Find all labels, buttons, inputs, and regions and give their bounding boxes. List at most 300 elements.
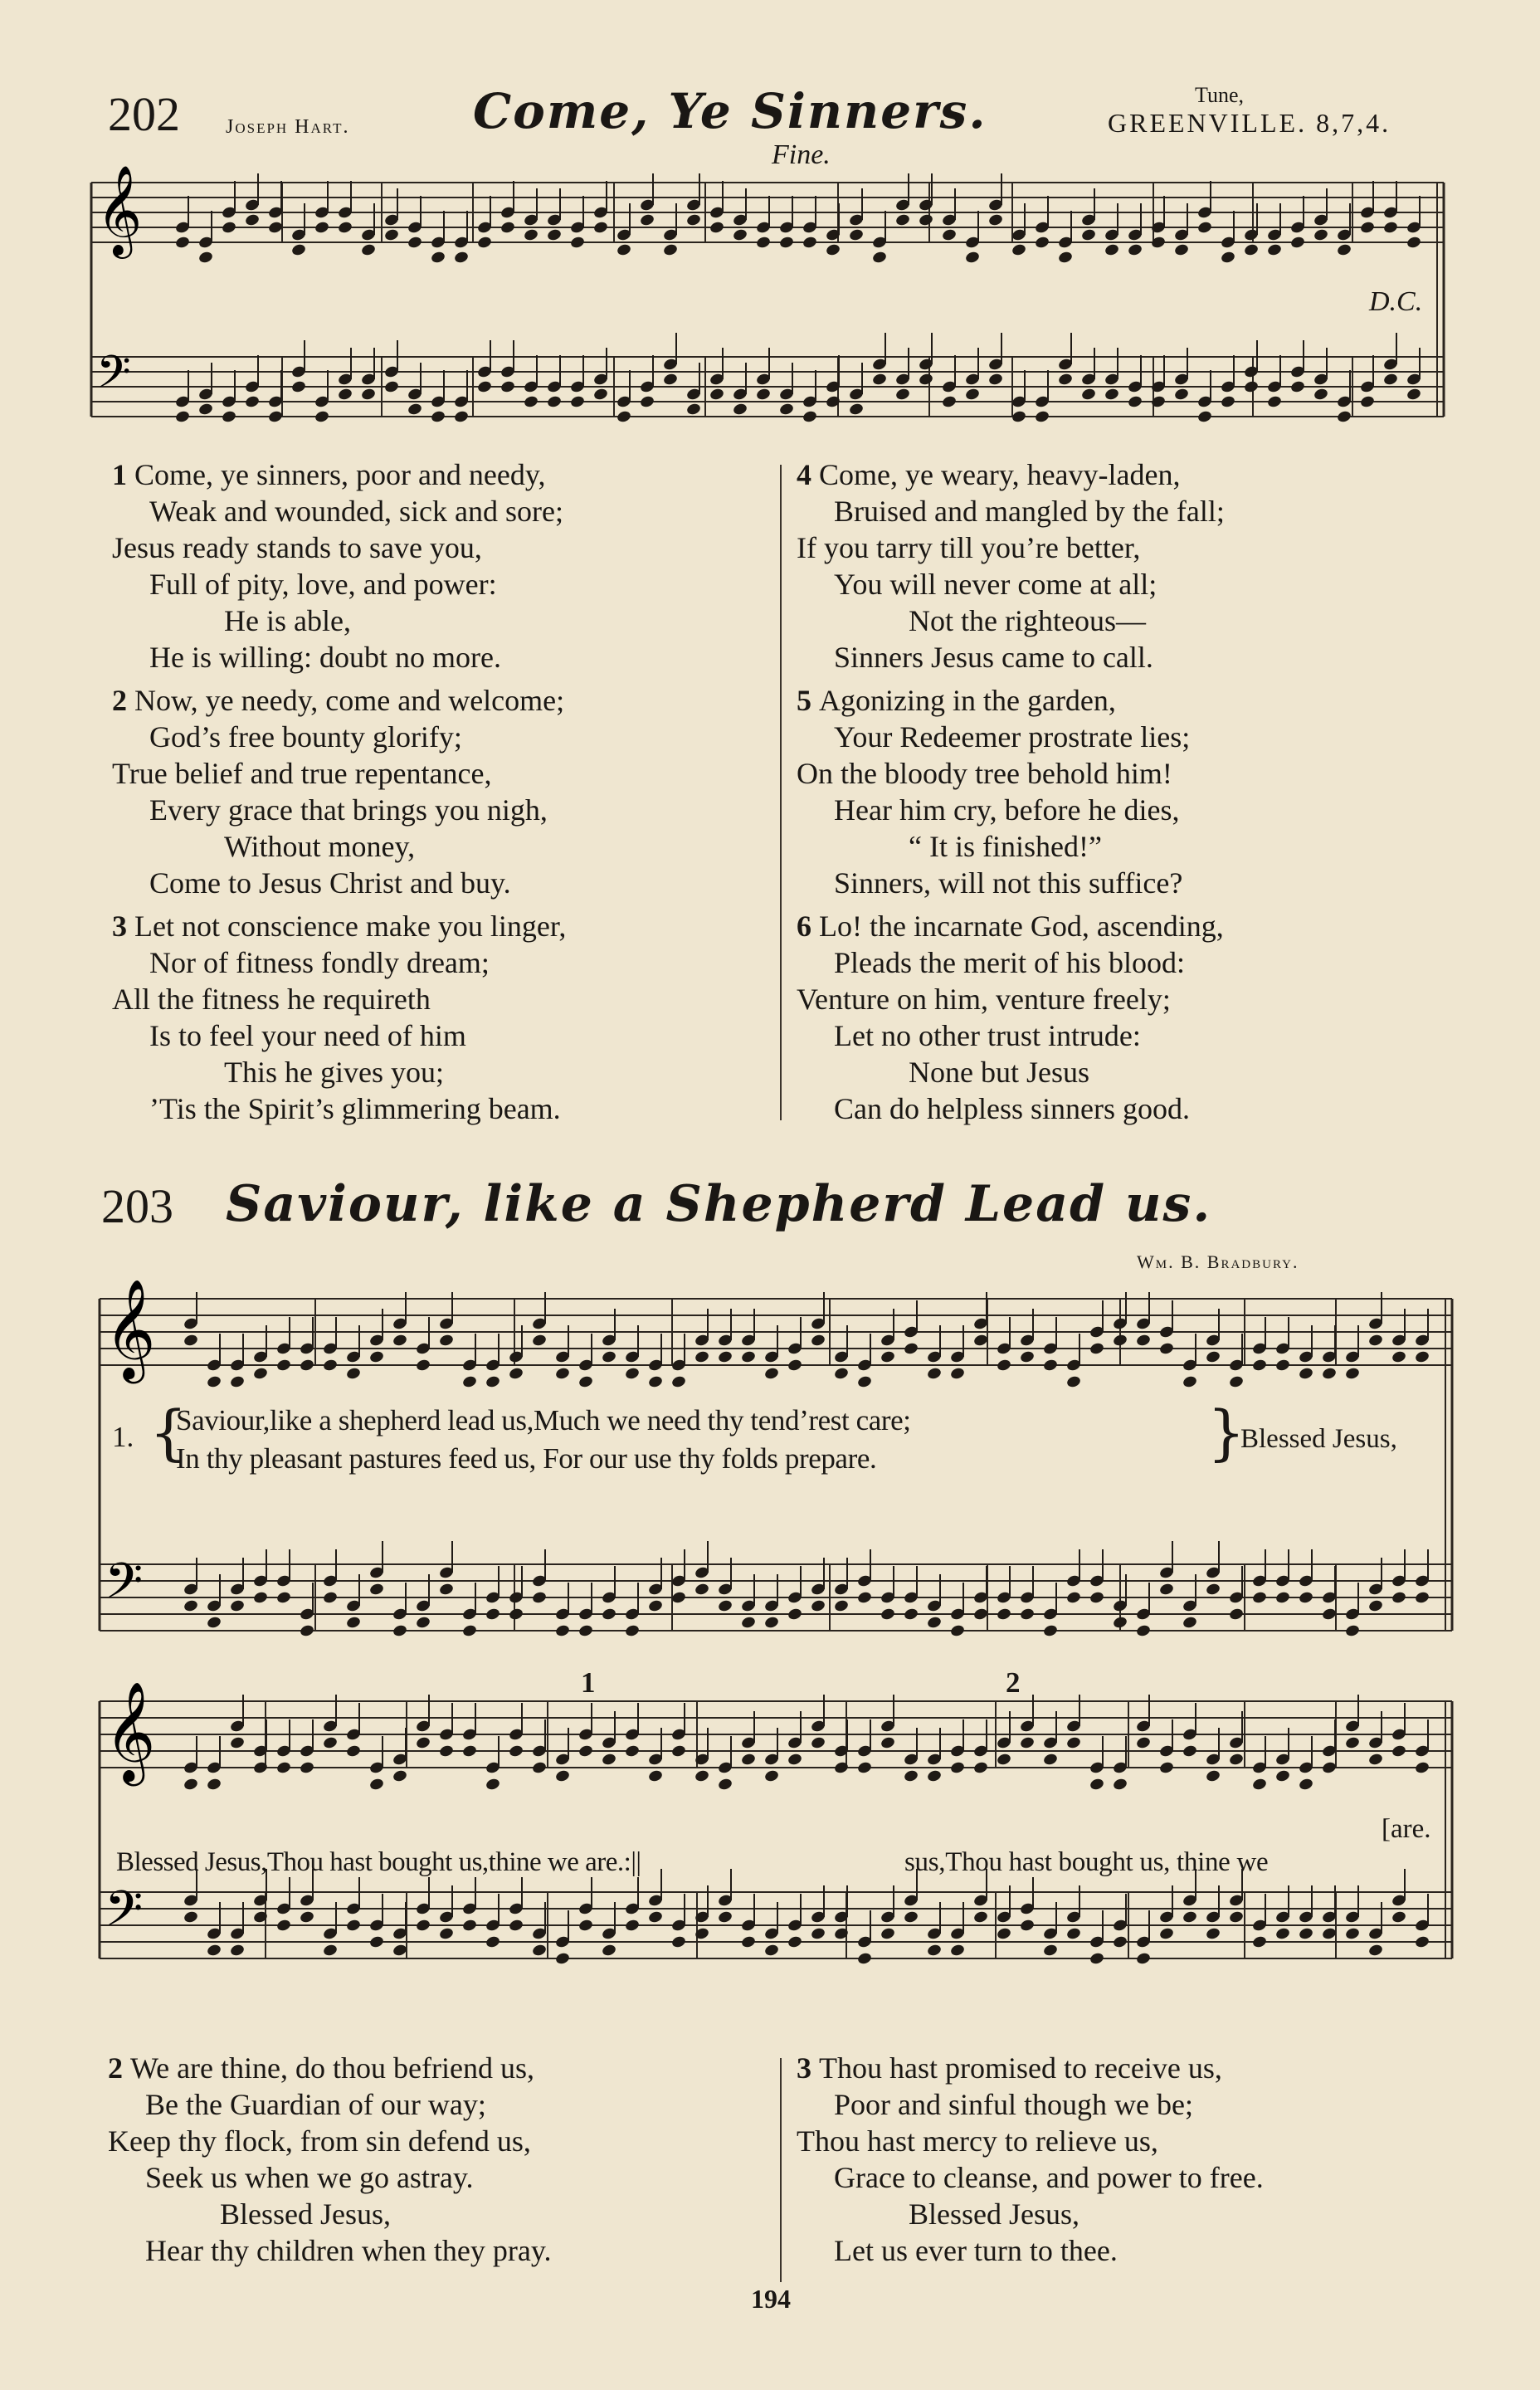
treble-note <box>1321 1761 1337 1775</box>
verse-text: Sinners, will not this suffice? <box>834 866 1183 900</box>
hymn-202-verses-left <box>112 456 768 1134</box>
verse-line <box>108 2232 772 2269</box>
treble-note <box>508 1367 524 1381</box>
bass-note <box>1382 373 1398 387</box>
bass-note <box>1104 388 1119 402</box>
bass-note <box>972 1607 988 1622</box>
verse-line <box>112 944 768 981</box>
verse-line <box>797 755 1460 792</box>
verse-line <box>112 1017 768 1054</box>
bass-note <box>578 1919 593 1933</box>
verse-line <box>112 682 768 719</box>
verse-text: He is willing: doubt no more. <box>149 641 501 674</box>
treble-note <box>322 1358 338 1373</box>
bass-note <box>1266 395 1282 409</box>
bass-note <box>810 1599 826 1613</box>
treble-note <box>740 1753 756 1767</box>
verse-line <box>112 755 768 792</box>
bass-note <box>647 1910 663 1924</box>
treble-note <box>392 1769 407 1783</box>
bass-note <box>1228 1910 1244 1924</box>
bass-note <box>1205 1583 1221 1597</box>
treble-note <box>546 228 562 242</box>
verse-number: 3 <box>797 2051 819 2085</box>
treble-note <box>1251 1358 1267 1373</box>
bass-note <box>1158 1927 1174 1941</box>
page-number: 194 <box>751 2284 791 2314</box>
bass-note <box>787 1935 802 1949</box>
hymn-203-verses-right <box>797 2050 1477 2269</box>
bass-note <box>1089 1591 1104 1605</box>
bass-note <box>546 395 562 409</box>
treble-note <box>601 1350 616 1364</box>
treble-note <box>290 243 306 257</box>
verse-text: Come, ye weary, heavy-laden, <box>819 458 1181 491</box>
treble-note <box>206 1375 222 1389</box>
treble-note <box>1391 1350 1406 1364</box>
bass-note <box>1298 1591 1313 1605</box>
verse-line <box>797 719 1460 755</box>
treble-note <box>1359 221 1375 235</box>
bass-note <box>1089 1952 1104 1966</box>
lyric-brace-right: } <box>1207 1397 1245 1467</box>
bass-note <box>685 402 701 417</box>
bass-note <box>848 402 864 417</box>
treble-note <box>1298 1367 1313 1381</box>
bass-note <box>322 1944 338 1958</box>
verse-column-divider-2 <box>780 2058 782 2282</box>
bass-note <box>508 1607 524 1622</box>
bass-note <box>407 402 422 417</box>
treble-note <box>787 1753 802 1767</box>
bass-note <box>229 1599 245 1613</box>
bass-note <box>1321 1927 1337 1941</box>
bass-note <box>1135 1952 1151 1966</box>
bass-note <box>1367 1599 1383 1613</box>
bass-note <box>1182 1910 1197 1924</box>
verse-line <box>797 639 1460 676</box>
treble-note <box>880 1736 895 1750</box>
treble-note <box>1158 1761 1174 1775</box>
verse-line <box>112 828 768 865</box>
fine-marker: Fine. <box>772 139 831 170</box>
bass-note <box>1042 1944 1058 1958</box>
bass-note <box>275 1591 291 1605</box>
hymn-202-tune: GREENVILLE. 8,7,4. <box>1108 108 1391 138</box>
bass-note <box>1243 380 1259 394</box>
bass-note <box>252 1591 268 1605</box>
bass-note <box>1205 1927 1221 1941</box>
treble-note <box>1135 1334 1151 1348</box>
verse-line <box>797 944 1460 981</box>
verse-line <box>797 828 1460 865</box>
bass-note <box>880 1927 895 1941</box>
bass-note <box>1019 1919 1035 1933</box>
treble-note <box>996 1753 1011 1767</box>
verse-line <box>797 908 1460 944</box>
verse-line <box>797 2123 1477 2159</box>
bass-note <box>299 1910 314 1924</box>
verse-stanza <box>112 908 768 1127</box>
treble-note <box>802 236 817 250</box>
treble-note <box>949 1761 965 1775</box>
hymn-number-202: 202 <box>108 87 180 141</box>
verse-line <box>112 981 768 1017</box>
verse-text: God’s free bounty glorify; <box>149 720 462 754</box>
treble-note <box>856 1761 872 1775</box>
hymn-203-lyric-line-4: sus,Thou hast bought us, thine we <box>904 1847 1269 1877</box>
verse-text: Let us ever turn to thee. <box>834 2234 1118 2267</box>
treble-note <box>1042 1753 1058 1767</box>
treble-note <box>1011 243 1026 257</box>
bass-note <box>1065 1927 1081 1941</box>
hymn-203-lyric-line-3: Blessed Jesus,Thou hast bought us,thine we are.:|| <box>116 1847 641 1877</box>
verse-text: Nor of fitness fondly dream; <box>149 946 490 979</box>
verse-text: Blessed Jesus, <box>909 2197 1079 2231</box>
verse-text: Poor and sinful though we be; <box>834 2088 1193 2121</box>
treble-note <box>229 1736 245 1750</box>
bass-note <box>485 1607 500 1622</box>
treble-note <box>709 221 724 235</box>
bass-note <box>430 410 446 424</box>
treble-note <box>1182 1744 1197 1758</box>
verse-line <box>797 2232 1477 2269</box>
treble-note <box>197 251 213 265</box>
treble-note <box>383 228 399 242</box>
bass-note <box>1274 1591 1290 1605</box>
treble-note <box>1382 221 1398 235</box>
bass-note <box>662 373 678 387</box>
bass-note <box>740 1935 756 1949</box>
bass-note <box>949 1624 965 1638</box>
bass-note <box>926 1616 942 1630</box>
treble-note <box>662 243 678 257</box>
treble-note <box>345 1367 361 1381</box>
hymn-203-title: Saviour, like a Shepherd Lead us. <box>226 1175 1212 1233</box>
bass-note <box>1321 1607 1337 1622</box>
verse-line <box>108 2050 772 2086</box>
verse-text: Seek us when we go astray. <box>145 2161 474 2194</box>
bass-note <box>485 1935 500 1949</box>
treble-note <box>569 236 585 250</box>
verse-line <box>797 602 1460 639</box>
treble-note <box>1289 236 1305 250</box>
treble-note <box>415 1736 431 1750</box>
treble-note <box>926 1769 942 1783</box>
verse-text: Grace to cleanse, and power to free. <box>834 2161 1264 2194</box>
bass-note <box>670 1935 686 1949</box>
treble-note <box>685 213 701 227</box>
bass-note <box>894 388 910 402</box>
bass-note <box>337 388 353 402</box>
verse-line <box>797 865 1460 901</box>
verse-text: If you tarry till you’re better, <box>797 531 1141 564</box>
bass-note <box>415 1919 431 1933</box>
bass-note <box>1112 1935 1128 1949</box>
verse-text: Without money, <box>224 830 416 863</box>
hymn-203-lyric-tail: [are. <box>1382 1814 1431 1844</box>
bass-note <box>267 410 283 424</box>
verse-text: All the fitness he requireth <box>112 983 431 1016</box>
verse-line <box>112 865 768 901</box>
hymn-203-lyric-line-2: In thy pleasant pastures feed us, For our use thy folds prepare. <box>176 1442 877 1475</box>
treble-note <box>531 1334 547 1348</box>
treble-note <box>1414 1350 1430 1364</box>
verse-stanza <box>797 908 1460 1127</box>
verse-text: Your Redeemer prostrate lies; <box>834 720 1191 754</box>
bass-note <box>1034 410 1050 424</box>
treble-note <box>903 1769 919 1783</box>
bass-note <box>1359 395 1375 409</box>
treble-note <box>1127 243 1143 257</box>
treble-note <box>1274 1769 1290 1783</box>
bass-note <box>996 1607 1011 1622</box>
bass-note <box>1135 1624 1151 1638</box>
verse-text: Lo! the incarnate God, ascending, <box>819 910 1224 943</box>
hymn-203-refrain-lyric: Blessed Jesus, <box>1240 1424 1397 1454</box>
verse-text: Bruised and mangled by the fall; <box>834 495 1225 528</box>
verse-text: “ It is finished!” <box>909 830 1102 863</box>
bass-note <box>694 1583 709 1597</box>
verse-text: Not the righteous— <box>909 604 1146 637</box>
treble-note <box>407 236 422 250</box>
bass-note <box>1158 1583 1174 1597</box>
verse-text: Come, ye sinners, poor and needy, <box>134 458 546 491</box>
treble-note <box>438 1334 454 1348</box>
treble-note <box>624 1744 640 1758</box>
verse-line <box>108 2123 772 2159</box>
hymn-202-score <box>91 166 1452 465</box>
treble-clef-icon: 𝄞 <box>105 1680 156 1782</box>
bass-note <box>639 395 655 409</box>
verse-text: Agonizing in the garden, <box>819 684 1116 717</box>
bass-note <box>345 1616 361 1630</box>
bass-note <box>732 402 748 417</box>
verse-text: Now, ye needy, come and welcome; <box>134 684 565 717</box>
verse-text: He is able, <box>224 604 351 637</box>
verse-text: Every grace that brings you nigh, <box>149 793 548 827</box>
bass-note <box>1011 410 1026 424</box>
treble-note <box>880 1350 895 1364</box>
treble-note <box>1220 251 1235 265</box>
bass-note <box>1057 373 1073 387</box>
verse-line <box>112 456 768 493</box>
treble-note <box>856 1375 872 1389</box>
treble-note <box>1406 236 1421 250</box>
verse-number: 2 <box>108 2051 130 2085</box>
treble-note <box>1158 1342 1174 1356</box>
bass-note <box>871 373 887 387</box>
treble-note <box>314 221 329 235</box>
bass-note <box>508 1919 524 1933</box>
treble-note <box>531 1761 547 1775</box>
bass-clef-icon: 𝄢 <box>96 346 131 409</box>
treble-note <box>508 1744 524 1758</box>
verse-text: Is to feel your need of him <box>149 1019 466 1052</box>
treble-note <box>1228 1753 1244 1767</box>
treble-note <box>740 1350 756 1364</box>
treble-note <box>229 1375 245 1389</box>
bass-note <box>1112 1616 1128 1630</box>
treble-note <box>647 1769 663 1783</box>
bass-note <box>1414 1935 1430 1949</box>
bass-clef-icon: 𝄢 <box>105 1880 144 1949</box>
treble-note <box>183 1334 198 1348</box>
hymn-203-lyric-line-1: Saviour,like a shepherd lead us,Much we need thy tend’rest care; <box>176 1404 911 1436</box>
bass-note <box>368 1583 384 1597</box>
treble-note <box>183 1778 198 1792</box>
lyric-brace-left: { <box>149 1397 188 1467</box>
treble-note <box>778 236 794 250</box>
verse-line <box>797 1090 1460 1127</box>
bass-note <box>810 1927 826 1941</box>
bass-note <box>903 1910 919 1924</box>
hymn-number-203: 203 <box>101 1179 173 1233</box>
hymn-202-title: Come, Ye Sinners. <box>473 83 987 139</box>
bass-note <box>1080 388 1096 402</box>
bass-note <box>1173 388 1189 402</box>
bass-note <box>1127 395 1143 409</box>
verse-line <box>797 2196 1477 2232</box>
treble-note <box>1019 1350 1035 1364</box>
bass-note <box>1391 1910 1406 1924</box>
treble-note <box>996 1358 1011 1373</box>
bass-note <box>554 1952 570 1966</box>
bass-note <box>197 402 213 417</box>
treble-note <box>787 1358 802 1373</box>
bass-note <box>476 380 492 394</box>
treble-note <box>755 236 771 250</box>
treble-note <box>1391 1744 1406 1758</box>
treble-note <box>1034 236 1050 250</box>
treble-note <box>244 213 260 227</box>
treble-note <box>206 1778 222 1792</box>
treble-note <box>639 213 655 227</box>
treble-note <box>670 1375 686 1389</box>
verse-line <box>797 1054 1460 1090</box>
verse-line <box>112 908 768 944</box>
bass-note <box>1313 388 1328 402</box>
verse-text: Sinners Jesus came to call. <box>834 641 1153 674</box>
bass-note <box>903 1607 919 1622</box>
treble-note <box>1344 1736 1360 1750</box>
bass-note <box>740 1616 756 1630</box>
treble-note <box>578 1375 593 1389</box>
bass-note <box>174 410 190 424</box>
bass-note <box>554 1624 570 1638</box>
bass-note <box>569 395 585 409</box>
treble-note <box>1367 1334 1383 1348</box>
treble-note <box>810 1334 826 1348</box>
treble-note <box>763 1367 779 1381</box>
hymn-203-verses-left <box>108 2050 772 2269</box>
treble-note <box>825 243 841 257</box>
verse-text: Let not conscience make you linger, <box>134 910 567 943</box>
verse-stanza <box>797 682 1460 901</box>
verse-line <box>112 602 768 639</box>
treble-note <box>964 251 980 265</box>
verse-text: Keep thy flock, from sin defend us, <box>108 2124 531 2158</box>
bass-note <box>461 1624 477 1638</box>
second-ending-number: 2 <box>1006 1666 1021 1699</box>
bass-note <box>670 1591 686 1605</box>
verse-text: True belief and true repentance, <box>112 757 492 790</box>
verse-line <box>797 456 1460 493</box>
treble-note <box>926 1367 942 1381</box>
treble-note <box>430 251 446 265</box>
bass-note <box>1196 410 1212 424</box>
treble-note <box>601 1753 616 1767</box>
bass-note <box>275 1919 291 1933</box>
verse-text: Can do helpless sinners good. <box>834 1092 1190 1125</box>
treble-note <box>616 243 631 257</box>
verse-line <box>108 2196 772 2232</box>
bass-note <box>523 395 539 409</box>
verse-text: Full of pity, love, and power: <box>149 568 497 601</box>
treble-note <box>1205 1769 1221 1783</box>
bass-note <box>1251 1935 1267 1949</box>
treble-note <box>1266 243 1282 257</box>
treble-note <box>476 236 492 250</box>
verse-line <box>112 719 768 755</box>
treble-note <box>1042 1358 1058 1373</box>
treble-note <box>299 1761 314 1775</box>
bass-note <box>1344 1624 1360 1638</box>
bass-note <box>229 1944 245 1958</box>
treble-note <box>174 236 190 250</box>
bass-note <box>592 388 608 402</box>
verse-line <box>797 566 1460 602</box>
treble-clef-icon: 𝄞 <box>96 164 143 256</box>
verse-text: Pleads the merit of his blood: <box>834 946 1185 979</box>
bass-note <box>206 1616 222 1630</box>
treble-note <box>1196 221 1212 235</box>
bass-note <box>1391 1591 1406 1605</box>
hymn-202-verses-right <box>797 456 1460 1134</box>
bass-note <box>987 373 1003 387</box>
treble-note <box>1274 1358 1290 1373</box>
verse-text: Come to Jesus Christ and buy. <box>149 866 511 900</box>
bass-note <box>1228 1607 1244 1622</box>
treble-note <box>694 1350 709 1364</box>
bass-note <box>392 1944 407 1958</box>
verse-line <box>112 566 768 602</box>
bass-note <box>996 1927 1011 1941</box>
treble-note <box>717 1778 733 1792</box>
treble-note <box>1367 1753 1383 1767</box>
treble-note <box>941 228 957 242</box>
treble-note <box>275 1358 291 1373</box>
treble-note <box>523 228 539 242</box>
bass-note <box>1414 1591 1430 1605</box>
verse-line <box>797 2050 1477 2086</box>
treble-note <box>1173 243 1189 257</box>
treble-note <box>949 1367 965 1381</box>
verse-number: 2 <box>112 684 134 717</box>
bass-note <box>802 410 817 424</box>
treble-note <box>461 1375 477 1389</box>
verse-line <box>797 792 1460 828</box>
verse-line <box>797 981 1460 1017</box>
bass-note <box>918 373 933 387</box>
verse-text: Thou hast promised to receive us, <box>819 2051 1222 2085</box>
verse-text: None but Jesus <box>909 1056 1089 1089</box>
bass-note <box>755 388 771 402</box>
treble-note <box>1336 243 1352 257</box>
bass-note <box>1298 1927 1313 1941</box>
bass-note <box>415 1616 431 1630</box>
verse-number: 4 <box>797 458 819 491</box>
